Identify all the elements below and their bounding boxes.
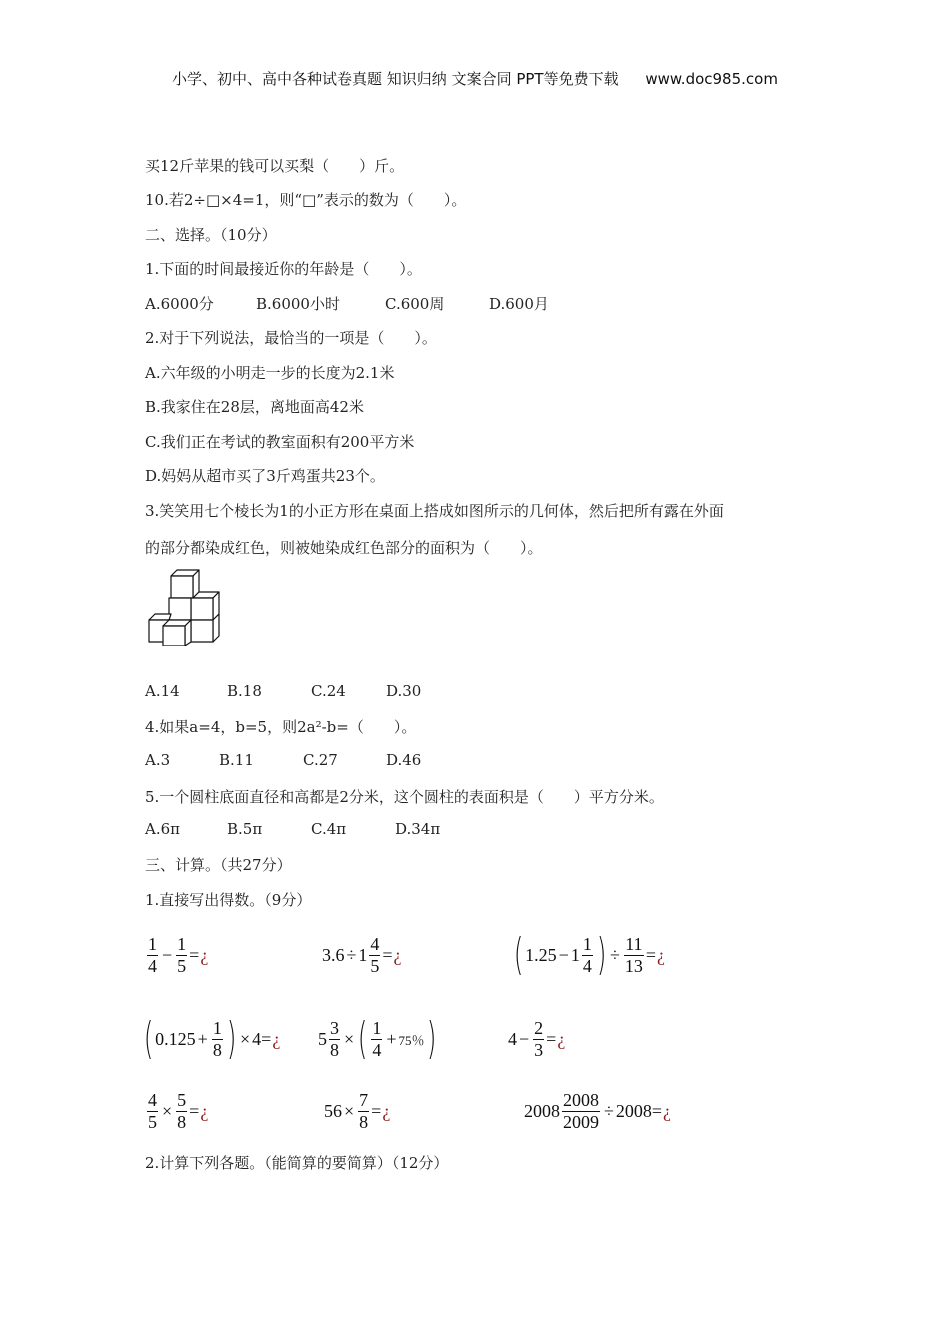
option-d: D.34π xyxy=(395,820,441,838)
expression-4: ( 0.125 + $\frac{1}{8}$ ) × 4 = ¿ xyxy=(143,1013,281,1064)
option-d: D.600月 xyxy=(489,295,549,313)
choice-question-2: 2.对于下列说法，最恰当的一项是（ ）。 xyxy=(145,329,437,347)
choice-question-5: 5.一个圆柱底面直径和高都是2分米，这个圆柱的表面积是（ ）平方分米。 xyxy=(145,788,664,806)
option-c: C.600周 xyxy=(385,295,445,313)
calc-question-1: 1.直接写出得数。（9分） xyxy=(145,891,312,909)
question-10: 10.若2÷□×4=1，则“□”表示的数为（ ）。 xyxy=(145,191,467,209)
page-header xyxy=(0,68,950,89)
expression-6: 4 − $\frac{2}{3}$ = ¿ xyxy=(508,1017,566,1060)
choice-2-option-b: B.我家住在28层，离地面高42米 xyxy=(145,398,364,416)
choice-2-option-a: A.六年级的小明走一步的长度为2.1米 xyxy=(145,364,395,382)
expression-8: 56 × $\frac{7}{8}$ = ¿ xyxy=(324,1089,391,1132)
header-site[interactable]: www.doc985.com xyxy=(645,70,778,88)
section-2-heading: 二、选择。（10分） xyxy=(145,226,277,244)
expression-1: $\frac{1}{4}$ − $\frac{1}{5}$ = ¿ xyxy=(148,933,209,976)
header-title: 小学、初中、高中各种试卷真题 知识归纳 文案合同 PPT等免费下载 xyxy=(172,70,619,88)
option-c: C.24 xyxy=(311,682,346,700)
option-a: A.6π xyxy=(145,820,181,838)
choice-2-option-d: D.妈妈从超市买了3斤鸡蛋共23个。 xyxy=(145,467,385,485)
option-d: D.46 xyxy=(386,751,422,769)
expression-9: 2008 $\frac{2008}{2009}$ ÷ 2008 = ¿ xyxy=(524,1089,672,1132)
option-b: B.18 xyxy=(227,682,262,700)
choice-question-4: 4.如果a=4，b=5，则2a²-b=（ ）。 xyxy=(145,718,417,736)
option-a: A.3 xyxy=(145,751,171,769)
option-d: D.30 xyxy=(386,682,422,700)
section-3-heading: 三、计算。（共27分） xyxy=(145,856,292,874)
cube-figure xyxy=(143,566,225,646)
option-a: A.14 xyxy=(145,682,180,700)
option-a: A.6000分 xyxy=(145,295,214,313)
calc-question-2: 2.计算下列各题。（能简算的要简算）（12分） xyxy=(145,1154,449,1172)
option-c: C.4π xyxy=(311,820,347,838)
choice-2-option-c: C.我们正在考试的教室面积有200平方米 xyxy=(145,433,415,451)
option-b: B.11 xyxy=(219,751,254,769)
expression-3: ( 1.25 − 1 $\frac{1}{4}$ ) ÷ $\frac{11}{13}$ = ¿ xyxy=(513,929,666,980)
expression-2: 3.6 ÷ 1 $\frac{4}{5}$ = ¿ xyxy=(322,933,402,976)
option-c: C.27 xyxy=(303,751,338,769)
question-9-continuation: 买12斤苹果的钱可以买梨（ ）斤。 xyxy=(145,157,405,175)
option-b: B.6000小时 xyxy=(256,295,340,313)
choice-question-1: 1.下面的时间最接近你的年龄是（ ）。 xyxy=(145,260,422,278)
expression-7: $\frac{4}{5}$ × $\frac{5}{8}$ = ¿ xyxy=(148,1089,209,1132)
option-b: B.5π xyxy=(227,820,263,838)
expression-5: 5 $\frac{3}{8}$ × ( $\frac{1}{4}$ + 75％ ) xyxy=(318,1013,436,1064)
choice-question-3-line-1: 3.笑笑用七个棱长为1的小正方形在桌面上搭成如图所示的几何体，然后把所有露在外面 xyxy=(145,502,724,520)
choice-question-3-line-2: 的部分都染成红色，则被她染成红色部分的面积为（ ）。 xyxy=(145,539,543,557)
